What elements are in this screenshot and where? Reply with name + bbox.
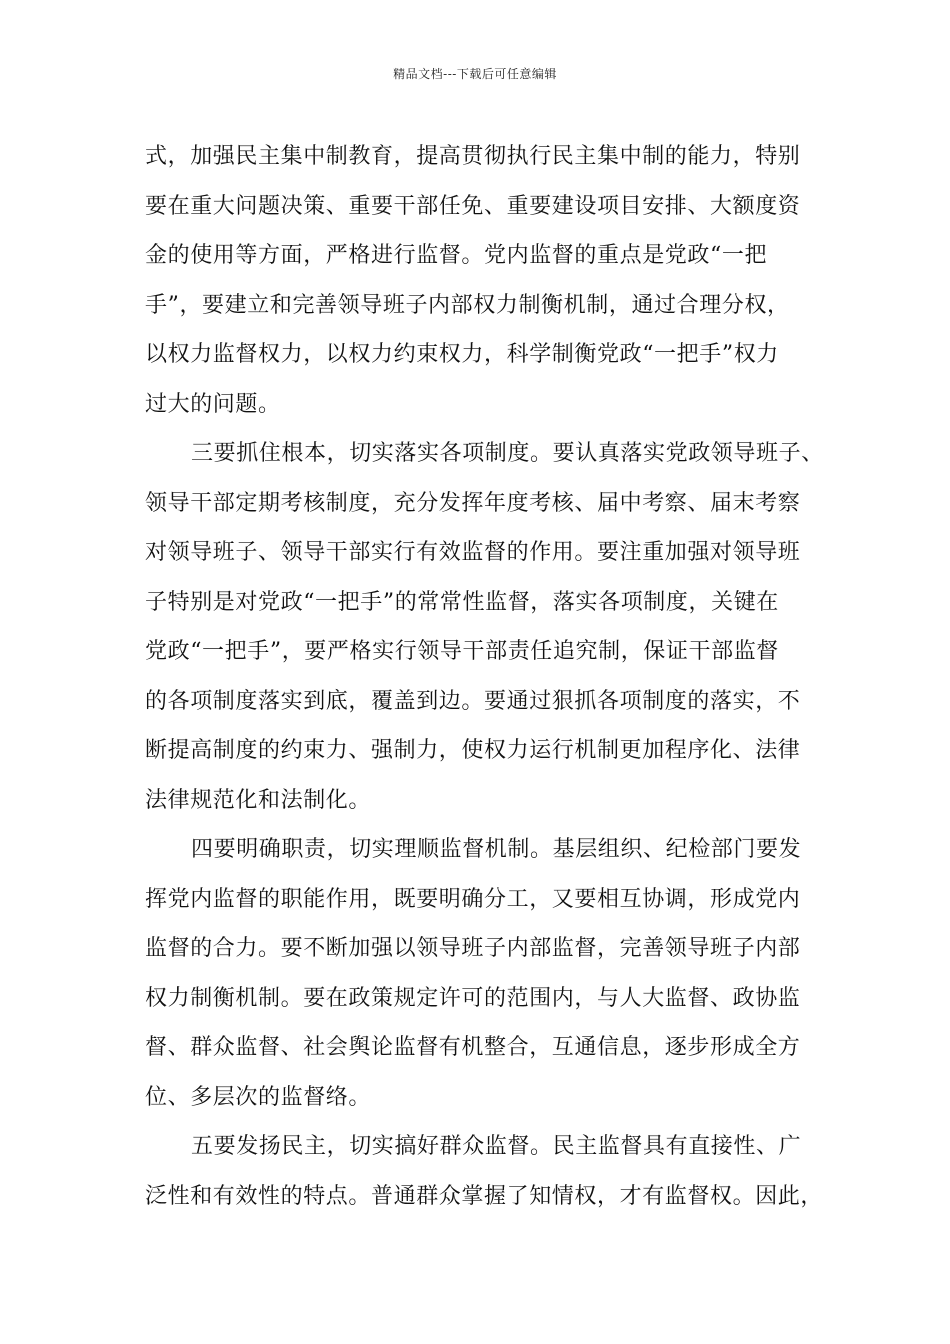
text-line: 泛性和有效性的特点。普通群众掌握了知情权，才有监督权。因此， — [145, 1183, 824, 1209]
document-body — [145, 132, 825, 1221]
text-line: 督、群众监督、社会舆论监督有机整合，互通信息，逐步形成全方 — [145, 1035, 801, 1060]
paragraph-first-line: 三要抓住根本，切实落实各项制度。要认真落实党政领导班子、 — [191, 441, 824, 466]
page-header: 精品文档---下载后可任意编辑 — [393, 67, 557, 81]
text-line: 挥党内监督的职能作用，既要明确分工，又要相互协调，形成党内 — [145, 886, 801, 912]
text-line: 断提高制度的约束力、强制力，使权力运行机制更加程序化、法律 — [145, 738, 801, 763]
text-line: 式，加强民主集中制教育，提高贯彻执行民主集中制的能力，特别 — [145, 144, 801, 169]
text-line: 领导干部定期考核制度，充分发挥年度考核、届中考察、届末考察 — [145, 490, 801, 516]
text-line: 要在重大问题决策、重要干部任免、重要建设项目安排、大额度资 — [145, 193, 801, 219]
text-line: 权力制衡机制。要在政策规定许可的范围内，与人大监督、政协监 — [145, 985, 801, 1011]
paragraph-first-line: 五要发扬民主，切实搞好群众监督。民主监督具有直接性、广 — [191, 1134, 802, 1159]
text-line: 法律规范化和法制化。 — [145, 787, 372, 813]
text-line: 金的使用等方面，严格进行监督。党内监督的重点是党政“一把 — [145, 243, 768, 268]
text-line: 手”，要建立和完善领导班子内部权力制衡机制，通过合理分权， — [145, 292, 790, 318]
text-line: 过大的问题。 — [145, 391, 281, 417]
text-line: 位、多层次的监督络。 — [145, 1084, 372, 1110]
paragraph-first-line: 四要明确职责，切实理顺监督机制。基层组织、纪检部门要发 — [191, 837, 802, 862]
text-line: 子特别是对党政“一把手”的常常性监督，落实各项制度，关键在 — [145, 589, 779, 615]
text-line: 党政“一把手”，要严格实行领导干部责任追究制，保证干部监督 — [145, 639, 779, 664]
text-line: 的各项制度落实到底，覆盖到边。要通过狠抓各项制度的落实，不 — [145, 688, 801, 714]
text-line: 对领导班子、领导干部实行有效监督的作用。要注重加强对领导班 — [145, 540, 801, 565]
text-line: 监督的合力。要不断加强以领导班子内部监督，完善领导班子内部 — [145, 936, 801, 961]
text-line: 以权力监督权力，以权力约束权力，科学制衡党政“一把手”权力 — [145, 342, 779, 367]
